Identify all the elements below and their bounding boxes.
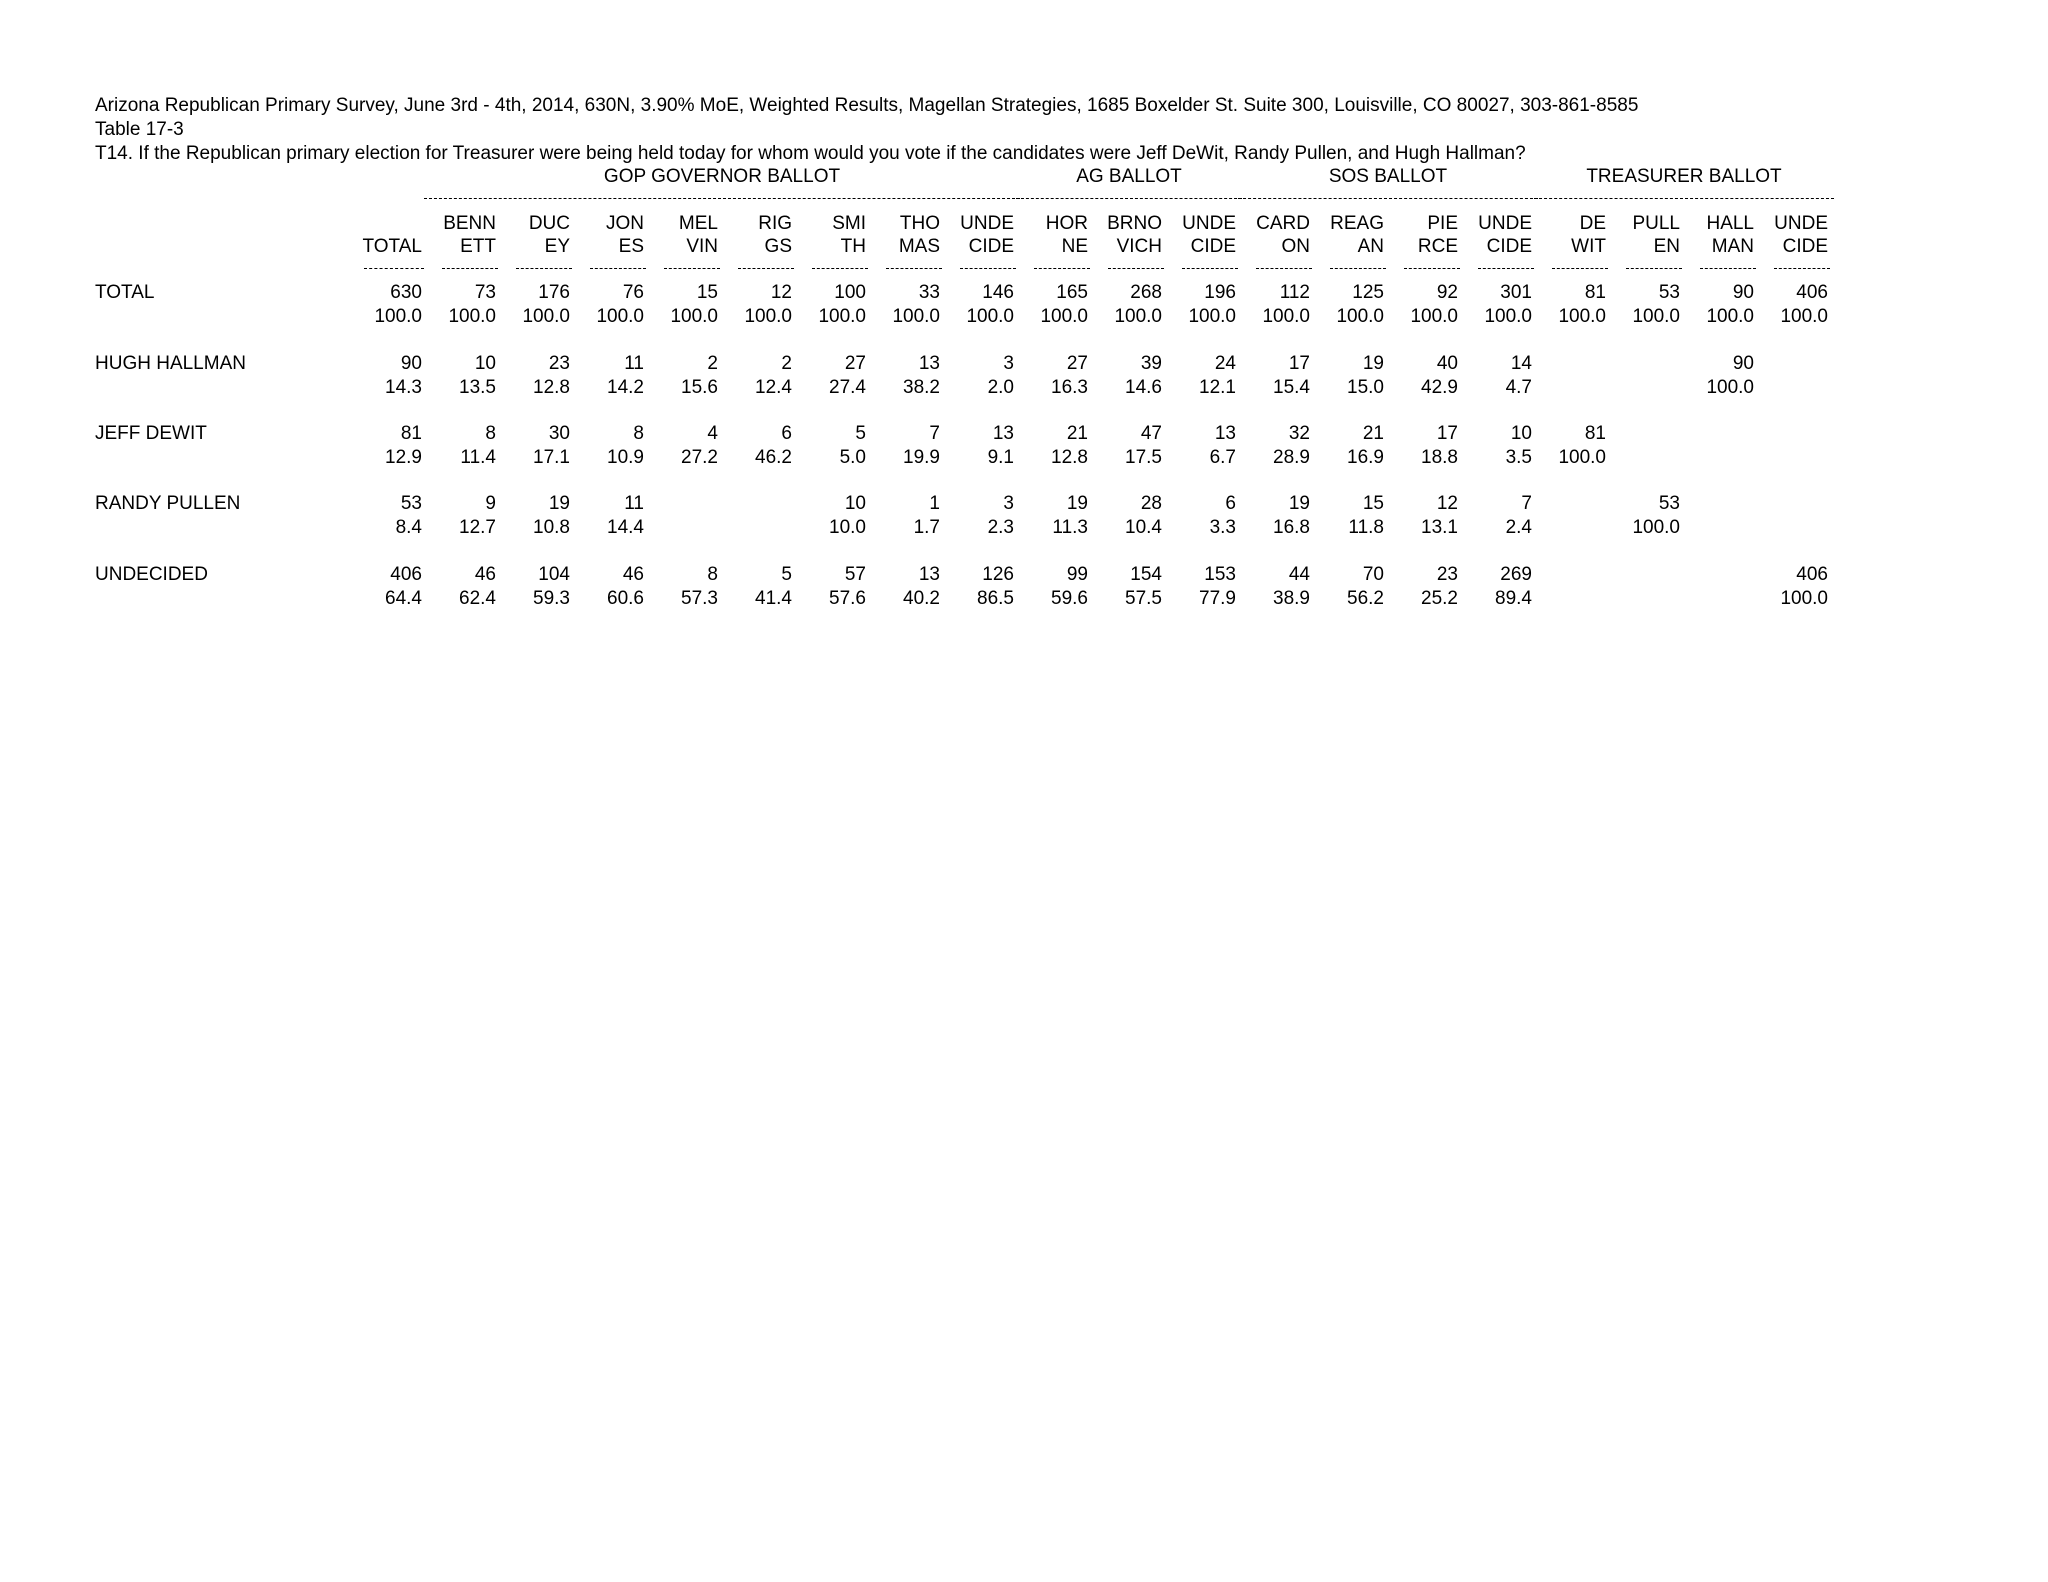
count-cell: 17	[1436, 423, 1458, 444]
row-label: UNDECIDED	[95, 564, 208, 585]
count-cell: 7	[929, 423, 940, 444]
percent-cell: 19.9	[903, 447, 940, 468]
count-cell: 2	[781, 353, 792, 374]
percent-cell: 11.3	[1052, 517, 1088, 538]
percent-cell: 42.9	[1421, 377, 1458, 398]
percent-cell: 86.5	[977, 588, 1014, 609]
count-cell: 7	[1521, 493, 1532, 514]
percent-cell: 12.8	[533, 377, 570, 398]
count-cell: 9	[485, 493, 496, 514]
count-cell: 15	[696, 282, 718, 303]
count-cell: 11	[624, 353, 644, 374]
percent-cell: 100.0	[892, 306, 940, 327]
percent-cell: 100.0	[818, 306, 866, 327]
group-header: AG BALLOT	[1076, 166, 1182, 187]
column-rule	[516, 268, 572, 269]
column-header-line1: REAG	[1330, 213, 1384, 234]
count-cell: 27	[844, 353, 866, 374]
count-cell: 406	[1796, 282, 1828, 303]
percent-cell: 100.0	[1558, 306, 1606, 327]
count-cell: 176	[538, 282, 570, 303]
group-header: SOS BALLOT	[1328, 166, 1448, 187]
percent-cell: 100.0	[1188, 306, 1236, 327]
question-text: T14. If the Republican primary election for Treasurer were being held today for whom would you vote if the candidates were Jeff DeWit, Randy Pullen, and Hugh Hallman?	[95, 143, 1526, 164]
percent-cell: 100.0	[1336, 306, 1384, 327]
count-cell: 32	[1288, 423, 1310, 444]
column-rule	[1626, 268, 1682, 269]
count-cell: 23	[548, 353, 570, 374]
percent-cell: 25.2	[1421, 588, 1458, 609]
count-cell: 301	[1500, 282, 1532, 303]
column-header-line1: HOR	[1045, 213, 1088, 234]
percent-cell: 100.0	[1262, 306, 1310, 327]
column-rule	[364, 268, 424, 269]
count-cell: 165	[1056, 282, 1088, 303]
column-rule	[590, 268, 646, 269]
group-rule	[1534, 198, 1834, 199]
count-cell: 33	[918, 282, 940, 303]
column-rule	[738, 268, 794, 269]
count-cell: 53	[1658, 493, 1680, 514]
percent-cell: 2.3	[987, 517, 1014, 538]
column-rule	[1256, 268, 1312, 269]
column-header-line2: ETT	[460, 236, 496, 257]
column-header-line1: MEL	[678, 213, 718, 234]
column-header-line1: UNDE	[1774, 213, 1828, 234]
count-cell: 81	[1584, 423, 1606, 444]
column-rule	[1774, 268, 1830, 269]
column-header-line2: CIDE	[968, 236, 1014, 257]
count-cell: 100	[834, 282, 866, 303]
percent-cell: 100.0	[1410, 306, 1458, 327]
group-rule	[1238, 198, 1538, 199]
count-cell: 28	[1140, 493, 1162, 514]
column-header-line1: BENN	[443, 213, 496, 234]
percent-cell: 17.5	[1125, 447, 1162, 468]
count-cell: 53	[1658, 282, 1680, 303]
count-cell: 21	[1362, 423, 1384, 444]
column-rule	[1700, 268, 1756, 269]
percent-cell: 41.4	[755, 588, 792, 609]
percent-cell: 57.5	[1125, 588, 1162, 609]
percent-cell: 2.0	[987, 377, 1014, 398]
count-cell: 10	[474, 353, 496, 374]
percent-cell: 18.8	[1421, 447, 1458, 468]
percent-cell: 15.6	[681, 377, 718, 398]
count-cell: 6	[1225, 493, 1236, 514]
percent-cell: 2.4	[1505, 517, 1532, 538]
row-label: JEFF DEWIT	[95, 423, 207, 444]
count-cell: 81	[1584, 282, 1606, 303]
percent-cell: 16.8	[1273, 517, 1310, 538]
count-cell: 73	[474, 282, 496, 303]
count-cell: 10	[1510, 423, 1532, 444]
percent-cell: 100.0	[1780, 588, 1828, 609]
count-cell: 19	[1362, 353, 1384, 374]
column-rule	[442, 268, 498, 269]
column-rule	[1108, 268, 1164, 269]
count-cell: 70	[1362, 564, 1384, 585]
count-cell: 76	[622, 282, 644, 303]
percent-cell: 10.8	[533, 517, 570, 538]
percent-cell: 14.3	[385, 377, 422, 398]
percent-cell: 1.7	[913, 517, 940, 538]
column-header-line2: GS	[764, 236, 792, 257]
percent-cell: 40.2	[903, 588, 940, 609]
column-header-line2: CIDE	[1486, 236, 1532, 257]
percent-cell: 38.2	[903, 377, 940, 398]
column-header-line2: TOTAL	[362, 236, 422, 257]
column-rule	[1552, 268, 1608, 269]
row-label: HUGH HALLMAN	[95, 353, 246, 374]
percent-cell: 59.6	[1051, 588, 1088, 609]
percent-cell: 13.5	[459, 377, 496, 398]
count-cell: 13	[1214, 423, 1236, 444]
percent-cell: 62.4	[459, 588, 496, 609]
column-header-line2: WIT	[1571, 236, 1606, 257]
count-cell: 406	[390, 564, 422, 585]
column-rule	[664, 268, 720, 269]
count-cell: 99	[1066, 564, 1088, 585]
percent-cell: 46.2	[755, 447, 792, 468]
count-cell: 46	[622, 564, 644, 585]
column-header-line1: UNDE	[1478, 213, 1532, 234]
percent-cell: 16.9	[1347, 447, 1384, 468]
count-cell: 126	[982, 564, 1014, 585]
count-cell: 24	[1214, 353, 1236, 374]
column-header-line1: PIE	[1427, 213, 1458, 234]
count-cell: 112	[1279, 282, 1310, 303]
percent-cell: 9.1	[987, 447, 1014, 468]
count-cell: 27	[1066, 353, 1088, 374]
count-cell: 57	[844, 564, 866, 585]
column-header-line1: SMI	[832, 213, 866, 234]
count-cell: 3	[1003, 493, 1014, 514]
group-header: GOP GOVERNOR BALLOT	[603, 166, 841, 187]
column-header-line2: NE	[1061, 236, 1088, 257]
percent-cell: 6.7	[1209, 447, 1236, 468]
column-header-line1: RIG	[758, 213, 792, 234]
percent-cell: 14.6	[1125, 377, 1162, 398]
count-cell: 125	[1352, 282, 1384, 303]
count-cell: 90	[1732, 353, 1754, 374]
column-rule	[1404, 268, 1460, 269]
count-cell: 46	[474, 564, 496, 585]
count-cell: 19	[1066, 493, 1088, 514]
count-cell: 268	[1130, 282, 1162, 303]
percent-cell: 15.4	[1273, 377, 1310, 398]
percent-cell: 12.4	[755, 377, 792, 398]
column-header-line1: THO	[899, 213, 940, 234]
count-cell: 196	[1204, 282, 1236, 303]
percent-cell: 14.4	[607, 517, 644, 538]
percent-cell: 100.0	[448, 306, 496, 327]
column-header-line2: EN	[1653, 236, 1680, 257]
count-cell: 19	[1288, 493, 1310, 514]
percent-cell: 100.0	[1114, 306, 1162, 327]
percent-cell: 16.3	[1051, 377, 1088, 398]
column-rule	[1478, 268, 1534, 269]
count-cell: 19	[548, 493, 570, 514]
count-cell: 406	[1796, 564, 1828, 585]
count-cell: 81	[400, 423, 422, 444]
percent-cell: 12.8	[1051, 447, 1088, 468]
percent-cell: 12.7	[459, 517, 496, 538]
percent-cell: 89.4	[1495, 588, 1532, 609]
count-cell: 12	[1436, 493, 1458, 514]
column-rule	[1182, 268, 1238, 269]
percent-cell: 10.0	[829, 517, 866, 538]
count-cell: 44	[1288, 564, 1310, 585]
count-cell: 146	[982, 282, 1014, 303]
column-header-line1: UNDE	[960, 213, 1014, 234]
percent-cell: 11.4	[460, 447, 496, 468]
percent-cell: 12.9	[385, 447, 422, 468]
percent-cell: 100.0	[1632, 306, 1680, 327]
column-header-line2: VICH	[1116, 236, 1162, 257]
percent-cell: 100.0	[966, 306, 1014, 327]
crosstab-table	[95, 0, 1995, 1200]
column-header-line1: PULL	[1632, 213, 1680, 234]
percent-cell: 8.4	[395, 517, 422, 538]
count-cell: 5	[781, 564, 792, 585]
column-header-line1: BRNO	[1107, 213, 1162, 234]
count-cell: 21	[1066, 423, 1088, 444]
column-header-line1: CARD	[1256, 213, 1310, 234]
column-header-line1: DUC	[528, 213, 570, 234]
table-id: Table 17-3	[95, 119, 184, 140]
percent-cell: 11.8	[1348, 517, 1384, 538]
percent-cell: 100.0	[1632, 517, 1680, 538]
count-cell: 15	[1362, 493, 1384, 514]
row-label: TOTAL	[95, 282, 155, 303]
count-cell: 1	[929, 493, 940, 514]
percent-cell: 100.0	[596, 306, 644, 327]
percent-cell: 5.0	[839, 447, 866, 468]
percent-cell: 17.1	[533, 447, 570, 468]
column-rule	[886, 268, 942, 269]
column-header-line2: TH	[840, 236, 866, 257]
group-rule	[1016, 198, 1242, 199]
column-header-line2: EY	[544, 236, 570, 257]
count-cell: 2	[707, 353, 718, 374]
count-cell: 8	[633, 423, 644, 444]
percent-cell: 28.9	[1273, 447, 1310, 468]
count-cell: 47	[1140, 423, 1162, 444]
percent-cell: 14.2	[607, 377, 644, 398]
percent-cell: 57.3	[681, 588, 718, 609]
percent-cell: 15.0	[1347, 377, 1384, 398]
column-header-line1: DE	[1579, 213, 1606, 234]
percent-cell: 100.0	[1780, 306, 1828, 327]
column-header-line2: CIDE	[1782, 236, 1828, 257]
count-cell: 11	[624, 493, 644, 514]
percent-cell: 13.1	[1421, 517, 1458, 538]
column-rule	[812, 268, 868, 269]
count-cell: 13	[992, 423, 1014, 444]
percent-cell: 59.3	[533, 588, 570, 609]
count-cell: 269	[1500, 564, 1532, 585]
count-cell: 53	[400, 493, 422, 514]
column-header-line2: VIN	[686, 236, 718, 257]
count-cell: 39	[1140, 353, 1162, 374]
percent-cell: 57.6	[829, 588, 866, 609]
column-rule	[1034, 268, 1090, 269]
count-cell: 30	[548, 423, 570, 444]
count-cell: 40	[1436, 353, 1458, 374]
count-cell: 92	[1436, 282, 1458, 303]
percent-cell: 100.0	[522, 306, 570, 327]
count-cell: 23	[1436, 564, 1458, 585]
group-header: TREASURER BALLOT	[1586, 166, 1782, 187]
count-cell: 6	[781, 423, 792, 444]
percent-cell: 100.0	[1706, 377, 1754, 398]
column-rule	[1330, 268, 1386, 269]
percent-cell: 100.0	[1040, 306, 1088, 327]
count-cell: 104	[538, 564, 570, 585]
percent-cell: 3.3	[1209, 517, 1236, 538]
percent-cell: 100.0	[374, 306, 422, 327]
count-cell: 13	[918, 353, 940, 374]
count-cell: 90	[1732, 282, 1754, 303]
column-header-line2: RCE	[1417, 236, 1458, 257]
column-rule	[960, 268, 1016, 269]
percent-cell: 64.4	[385, 588, 422, 609]
column-header-line1: UNDE	[1182, 213, 1236, 234]
percent-cell: 27.2	[681, 447, 718, 468]
count-cell: 4	[707, 423, 718, 444]
count-cell: 14	[1510, 353, 1532, 374]
column-header-line2: AN	[1357, 236, 1384, 257]
count-cell: 17	[1288, 353, 1310, 374]
column-header-line1: JON	[606, 213, 644, 234]
column-header-line2: ES	[618, 236, 644, 257]
percent-cell: 56.2	[1347, 588, 1384, 609]
count-cell: 8	[707, 564, 718, 585]
count-cell: 8	[485, 423, 496, 444]
percent-cell: 4.7	[1505, 377, 1532, 398]
column-header-line2: CIDE	[1190, 236, 1236, 257]
percent-cell: 100.0	[744, 306, 792, 327]
count-cell: 154	[1130, 564, 1162, 585]
percent-cell: 100.0	[1706, 306, 1754, 327]
count-cell: 13	[918, 564, 940, 585]
percent-cell: 27.4	[829, 377, 866, 398]
percent-cell: 60.6	[607, 588, 644, 609]
column-header-line1: HALL	[1706, 213, 1754, 234]
count-cell: 5	[855, 423, 866, 444]
count-cell: 90	[400, 353, 422, 374]
percent-cell: 100.0	[670, 306, 718, 327]
count-cell: 10	[844, 493, 866, 514]
column-header-line2: MAS	[898, 236, 940, 257]
percent-cell: 38.9	[1273, 588, 1310, 609]
count-cell: 153	[1204, 564, 1236, 585]
percent-cell: 100.0	[1558, 447, 1606, 468]
column-header-line2: MAN	[1711, 236, 1754, 257]
count-cell: 3	[1003, 353, 1014, 374]
percent-cell: 100.0	[1484, 306, 1532, 327]
count-cell: 630	[390, 282, 422, 303]
percent-cell: 10.9	[607, 447, 644, 468]
percent-cell: 3.5	[1505, 447, 1532, 468]
percent-cell: 10.4	[1125, 517, 1162, 538]
count-cell: 12	[770, 282, 792, 303]
percent-cell: 77.9	[1199, 588, 1236, 609]
group-rule	[424, 198, 1020, 199]
row-label: RANDY PULLEN	[95, 493, 241, 514]
percent-cell: 12.1	[1199, 377, 1236, 398]
survey-title: Arizona Republican Primary Survey, June 3rd - 4th, 2014, 630N, 3.90% MoE, Weighted Results, Magellan Strategies, 1685 Boxelder St. Suite 300, Louisville, CO 80027, 303-861-8585	[95, 95, 1639, 116]
column-header-line2: ON	[1281, 236, 1310, 257]
